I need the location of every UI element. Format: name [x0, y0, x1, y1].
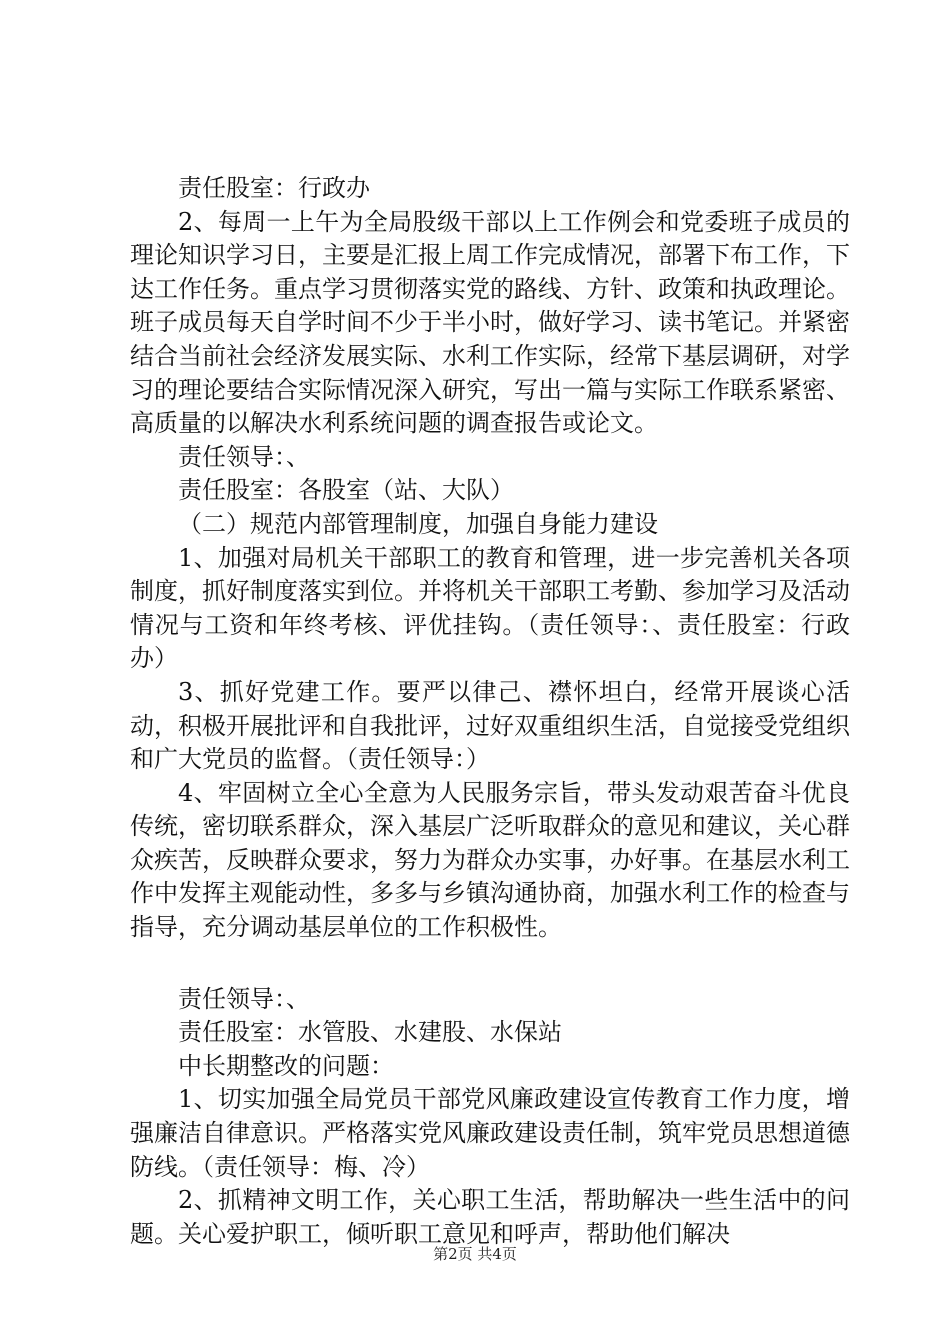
section-heading-internal-management: （二）规范内部管理制度，加强自身能力建设: [178, 509, 658, 538]
page-footer: 第2页 共4页: [433, 1245, 517, 1263]
paragraph-responsible-office-2: 责任股室：各股室（站、大队）: [178, 476, 514, 505]
paragraph-long-term-issues-heading: 中长期整改的问题：: [178, 1051, 394, 1080]
paragraph-responsible-office-3: 责任股室：水管股、水建股、水保站: [178, 1018, 562, 1047]
paragraph-staff-education: 1、加强对局机关干部职工的教育和管理，进一步完善机关各项制度，抓好制度落实到位。并将机关干部职工考勤、参加学习及活动情况与工资和年终考核、评优挂钩。（责任领导：、责任股室：行政办）: [130, 543, 850, 673]
paragraph-responsible-leader-2: 责任领导：、: [178, 984, 310, 1013]
paragraph-integrity-education: 1、切实加强全局党员干部党风廉政建设宣传教育工作力度，增强廉洁自律意识。严格落实党风廉政建设责任制，筑牢党员思想道德防线。（责任领导：梅、冷）: [130, 1085, 850, 1181]
paragraph-responsible-office-1: 责任股室：行政办: [178, 174, 370, 202]
paragraph-spiritual-civilization: 2、抓精神文明工作，关心职工生活，帮助解决一些生活中的问题。关心爱护职工，倾听职工意见和呼声，帮助他们解决: [130, 1186, 850, 1248]
paragraph-weekly-study: 2、每周一上午为全局股级干部以上工作例会和党委班子成员的理论知识学习日，主要是汇报上周工作完成情况，部署下布工作，下达工作任务。重点学习贯彻落实党的路线、方针、政策和执政理论。班子成员每天自学时间不少于半小时，做好学习、读书笔记。并紧密结合当前社会经济发展实际、水利工作实际，经常下基层调研，对学习的理论要结合实际情况深入研究，写出一篇与实际工作联系紧密、高质量的以解决水利系统问题的调查报告或论文。: [130, 207, 850, 438]
paragraph-spacer: [130, 945, 850, 983]
paragraph-serve-people: 4、牢固树立全心全意为人民服务宗旨，带头发动艰苦奋斗优良传统，密切联系群众，深入基层广泛听取群众的意见和建议，关心群众疾苦，反映群众要求，努力为群众办实事，办好事。在基层水利工作中发挥主观能动性，多多与乡镇沟通协商，加强水利工作的检查与指导，充分调动基层单位的工作积极性。: [130, 778, 850, 942]
paragraph-responsible-leader-1: 责任领导：、: [178, 442, 310, 471]
paragraph-party-building: 3、抓好党建工作。要严以律己、襟怀坦白，经常开展谈心活动，积极开展批评和自我批评，过好双重组织生活，自觉接受党组织和广大党员的监督。（责任领导：）: [130, 677, 850, 774]
document-body: [130, 172, 850, 1251]
